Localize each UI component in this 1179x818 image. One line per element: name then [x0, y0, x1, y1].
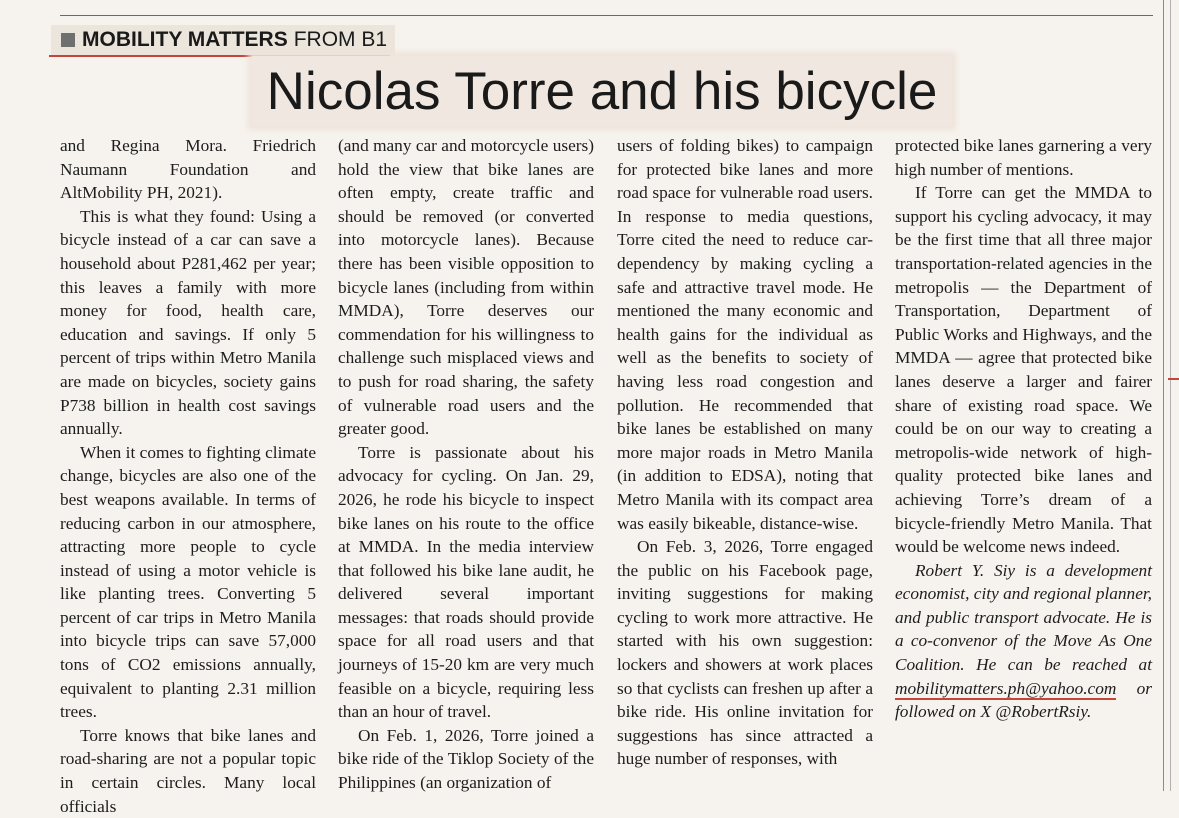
- page-border-right-outer: [1170, 0, 1171, 791]
- kicker-continuation-label: FROM B1: [293, 28, 388, 51]
- paragraph: This is what they found: Using a bicycle instead of a car can save a household about P281,462 per year; this leaves a family with more money for food, health care, education and savings. If only 5 percent of trips within Metro Manila are made on bicycles, society gains P738 billion in health cost savings annually.: [60, 206, 316, 439]
- author-bio-tail: or followed on X @RobertRsiy.: [895, 678, 1152, 722]
- author-email: mobilitymatters.ph@yahoo.com: [895, 678, 1117, 698]
- author-bio: [895, 559, 1152, 724]
- paragraph: (and many car and motorcycle users) hold the view that bike lanes are often empty, create traffic and should be removed (or converted into motorcycle lanes). Because there has been visible opposition to bicycle lanes (including from within MMDA), Torre deserves our commendation for his willingness to challenge such misplaced views and to push for road sharing, the safety of vulnerable road users and the greater good.: [338, 136, 594, 439]
- page-border-right: [1163, 0, 1164, 791]
- article-column-4: [895, 134, 1152, 774]
- square-bullet-icon: [61, 33, 75, 47]
- author-bio-text: Robert Y. Siy is a development economist, city and regional planner, and public transport advocate. He is a co-convenor of the Move As One Coalition. He can be reached at: [895, 560, 1152, 675]
- paragraph: If Torre can get the MMDA to support his cycling advocacy, it may be the first time that all three major transportation-related agencies in the metropolis — the Department of Transportation, Department of Public Works and Highways, and the MMDA — agree that protected bike lanes deserve a larger and fairer share of existing road space. We could be on our way to creating a metropolis-wide network of high-quality protected bike lanes and achieving Torre’s dream of a bicycle-friendly Metro Manila. That would be welcome news indeed.: [895, 183, 1152, 557]
- paragraph: On Feb. 1, 2026, Torre joined a bike ride of the Tiklop Society of the Philippines (an organization of: [338, 725, 594, 793]
- paragraph: protected bike lanes garnering a very high number of mentions.: [895, 136, 1152, 179]
- article-headline: Nicolas Torre and his bicycle: [252, 56, 952, 126]
- kicker-section-label: MOBILITY MATTERS: [82, 28, 288, 51]
- paragraph: When it comes to fighting climate change, bicycles are also one of the best weapons available. In terms of reducing carbon in our atmosphere, attracting more people to cycle instead of using a motor vehicle is like planting trees. Converting 5 percent of car trips in Metro Manila into bicycle trips can save 57,000 tons of CO2 emissions annually, equivalent to planting 2.31 million trees.: [60, 442, 316, 722]
- paragraph: Torre knows that bike lanes and road-sharing are not a popular topic in certain circles. Many local officials: [60, 725, 316, 816]
- article-column-3: [617, 134, 873, 774]
- paragraph: and Regina Mora. Friedrich Naumann Foundation and AltMobility PH, 2021).: [60, 136, 316, 203]
- paragraph: On Feb. 3, 2026, Torre engaged the public on his Facebook page, inviting suggestions for making cycling to work more attractive. He started with his own suggestion: lockers and showers at work places so that cyclists can freshen up after a bike ride. His online invitation for suggestions has since attracted a huge number of responses, with: [617, 537, 873, 769]
- paragraph: users of folding bikes) to campaign for protected bike lanes and more road space for vulnerable road users. In response to media questions, Torre cited the need to reduce car-dependency by making cycling a safe and attractive travel mode. He mentioned the many economic and health gains for the individual as well as the benefits to society of having less road congestion and pollution. He recommended that bike lanes be established on many more major roads in Metro Manila (in addition to EDSA), noting that Metro Manila with its compact area was easily bikeable, distance-wise.: [617, 136, 873, 533]
- adjacent-page-accent: [1168, 378, 1179, 380]
- article-column-1: [60, 134, 316, 816]
- article-column-2: [338, 134, 594, 793]
- section-kicker: [51, 25, 395, 55]
- paragraph: Torre is passionate about his advocacy for cycling. On Jan. 29, 2026, he rode his bicycle to inspect bike lanes on his route to the office at MMDA. In the media interview that followed his bike lane audit, he delivered several important messages: that roads should provide space for all road users and that journeys of 15-20 km are very much feasible on a bicycle, requiring less than an hour of travel.: [338, 442, 594, 722]
- top-rule: [60, 15, 1153, 16]
